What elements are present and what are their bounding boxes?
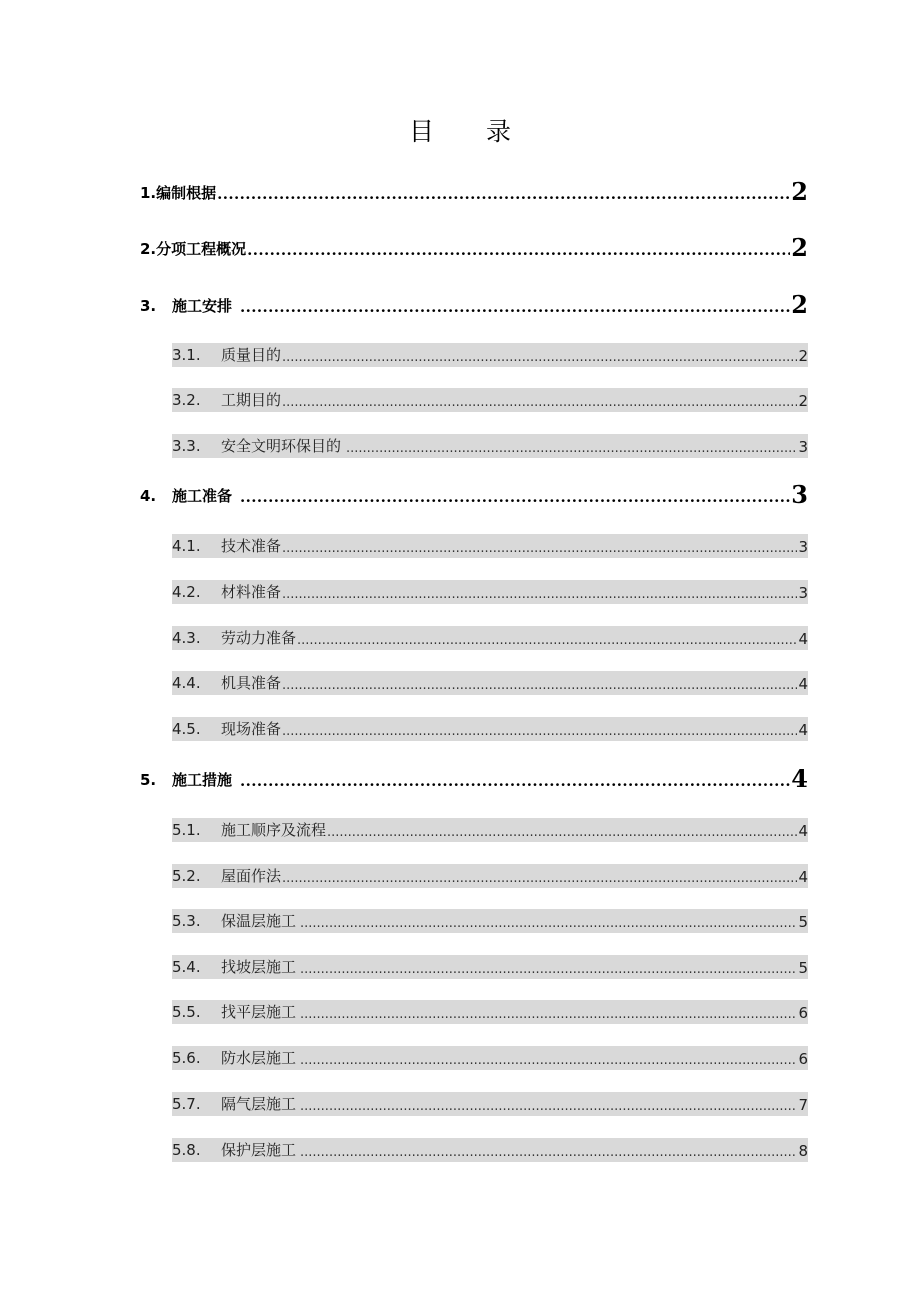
toc-entry-5-4[interactable] — [172, 955, 808, 979]
toc-text: 保温层施工 — [221, 912, 297, 930]
toc-page-number: 4 — [798, 721, 808, 739]
toc-leader — [282, 541, 797, 558]
toc-page-number: 4 — [791, 764, 808, 793]
toc-page-number: 4 — [798, 630, 808, 648]
toc-entry-2[interactable] — [140, 234, 808, 262]
toc-page-number: 2 — [798, 392, 808, 410]
toc-number: 5.3. — [172, 912, 201, 930]
toc-text: 编制根据 — [156, 184, 217, 202]
toc-text: 施工准备 — [172, 487, 233, 505]
toc-leader — [282, 350, 797, 367]
toc-number: 5.8. — [172, 1141, 201, 1159]
toc-number: 5.6. — [172, 1049, 201, 1067]
toc-text: 机具准备 — [221, 674, 282, 692]
toc-leader — [240, 298, 790, 319]
toc-text: 找平层施工 — [221, 1003, 297, 1021]
toc-entry-4-5[interactable] — [172, 717, 808, 741]
toc-text: 质量目的 — [221, 346, 282, 364]
toc-leader — [297, 633, 797, 650]
toc-number: 4.2. — [172, 583, 201, 601]
toc-entry-3-3[interactable] — [172, 434, 808, 458]
toc-leader — [300, 962, 797, 979]
toc-number: 5.1. — [172, 821, 201, 839]
toc-number: 5.5. — [172, 1003, 201, 1021]
toc-page-number: 4 — [798, 822, 808, 840]
toc-number: 4. — [140, 487, 157, 505]
toc-page-number: 2 — [798, 347, 808, 365]
toc-text: 屋面作法 — [221, 867, 282, 885]
toc-leader — [282, 587, 797, 604]
toc-text: 劳动力准备 — [221, 629, 297, 647]
toc-text: 施工安排 — [172, 297, 233, 315]
toc-number: 4.1. — [172, 537, 201, 555]
toc-leader — [282, 871, 797, 888]
toc-page-number: 7 — [798, 1096, 808, 1114]
toc-page-number: 4 — [798, 868, 808, 886]
toc-entry-5-5[interactable] — [172, 1000, 808, 1024]
toc-number: 3. — [140, 297, 157, 315]
toc-number: 4.4. — [172, 674, 201, 692]
toc-text: 安全文明环保目的 — [221, 437, 342, 455]
toc-number: 5.2. — [172, 867, 201, 885]
toc-page-number: 2 — [791, 177, 808, 206]
toc-text: 保护层施工 — [221, 1141, 297, 1159]
toc-number: 5. — [140, 771, 157, 789]
toc-entry-1[interactable] — [140, 178, 808, 206]
toc-leader — [240, 488, 790, 509]
toc-page-number: 3 — [798, 438, 808, 456]
toc-leader — [282, 724, 797, 741]
toc-number: 5.7. — [172, 1095, 201, 1113]
toc-leader — [282, 395, 797, 412]
toc-leader — [300, 1007, 797, 1024]
toc-page-number: 6 — [798, 1050, 808, 1068]
toc-leader — [217, 185, 790, 206]
page-title: 目 录 — [409, 117, 533, 146]
toc-number: 5.4. — [172, 958, 201, 976]
toc-page-number: 8 — [798, 1142, 808, 1160]
toc-number: 4.3. — [172, 629, 201, 647]
toc-entry-4-2[interactable] — [172, 580, 808, 604]
toc-entry-5-1[interactable] — [172, 818, 808, 842]
toc-entry-4-4[interactable] — [172, 671, 808, 695]
toc-page-number: 3 — [798, 538, 808, 556]
toc-page-number: 5 — [798, 959, 808, 977]
toc-text: 施工措施 — [172, 771, 233, 789]
toc-text: 工期目的 — [221, 391, 282, 409]
toc-text: 防水层施工 — [221, 1049, 297, 1067]
toc-entry-3-2[interactable] — [172, 388, 808, 412]
toc-page-number: 5 — [798, 913, 808, 931]
toc-entry-3[interactable] — [140, 291, 808, 319]
toc-leader — [282, 678, 797, 695]
toc-number: 3.2. — [172, 391, 201, 409]
toc-leader — [247, 241, 790, 262]
toc-leader — [300, 1145, 797, 1162]
toc-leader — [300, 1099, 797, 1116]
toc-text: 现场准备 — [221, 720, 282, 738]
toc-leader — [300, 1053, 797, 1070]
toc-page-number: 3 — [798, 584, 808, 602]
toc-entry-4-1[interactable] — [172, 534, 808, 558]
toc-text: 施工顺序及流程 — [221, 821, 327, 839]
toc-number: 4.5. — [172, 720, 201, 738]
toc-number: 3.3. — [172, 437, 201, 455]
toc-entry-5-3[interactable] — [172, 909, 808, 933]
toc-page-number: 2 — [791, 290, 808, 319]
toc-entry-3-1[interactable] — [172, 343, 808, 367]
toc-entry-5[interactable] — [140, 765, 808, 793]
toc-page-number: 6 — [798, 1004, 808, 1022]
toc-text: 材料准备 — [221, 583, 282, 601]
toc-text: 分项工程概况 — [156, 240, 247, 258]
toc-leader — [300, 916, 797, 933]
toc-leader — [240, 772, 790, 793]
toc-page-number: 4 — [798, 675, 808, 693]
toc-page-number: 3 — [791, 480, 808, 509]
toc-entry-5-6[interactable] — [172, 1046, 808, 1070]
toc-number: 2. — [140, 240, 157, 258]
toc-entry-4-3[interactable] — [172, 626, 808, 650]
toc-text: 找坡层施工 — [221, 958, 297, 976]
toc-page-number: 2 — [791, 233, 808, 262]
toc-entry-5-2[interactable] — [172, 864, 808, 888]
toc-text: 技术准备 — [221, 537, 282, 555]
toc-number: 3.1. — [172, 346, 201, 364]
toc-number: 1. — [140, 184, 157, 202]
toc-leader — [346, 441, 797, 458]
toc-entry-5-8[interactable] — [172, 1138, 808, 1162]
toc-text: 隔气层施工 — [221, 1095, 297, 1113]
toc-entry-4[interactable] — [140, 481, 808, 509]
toc-leader — [327, 825, 797, 842]
toc-entry-5-7[interactable] — [172, 1092, 808, 1116]
